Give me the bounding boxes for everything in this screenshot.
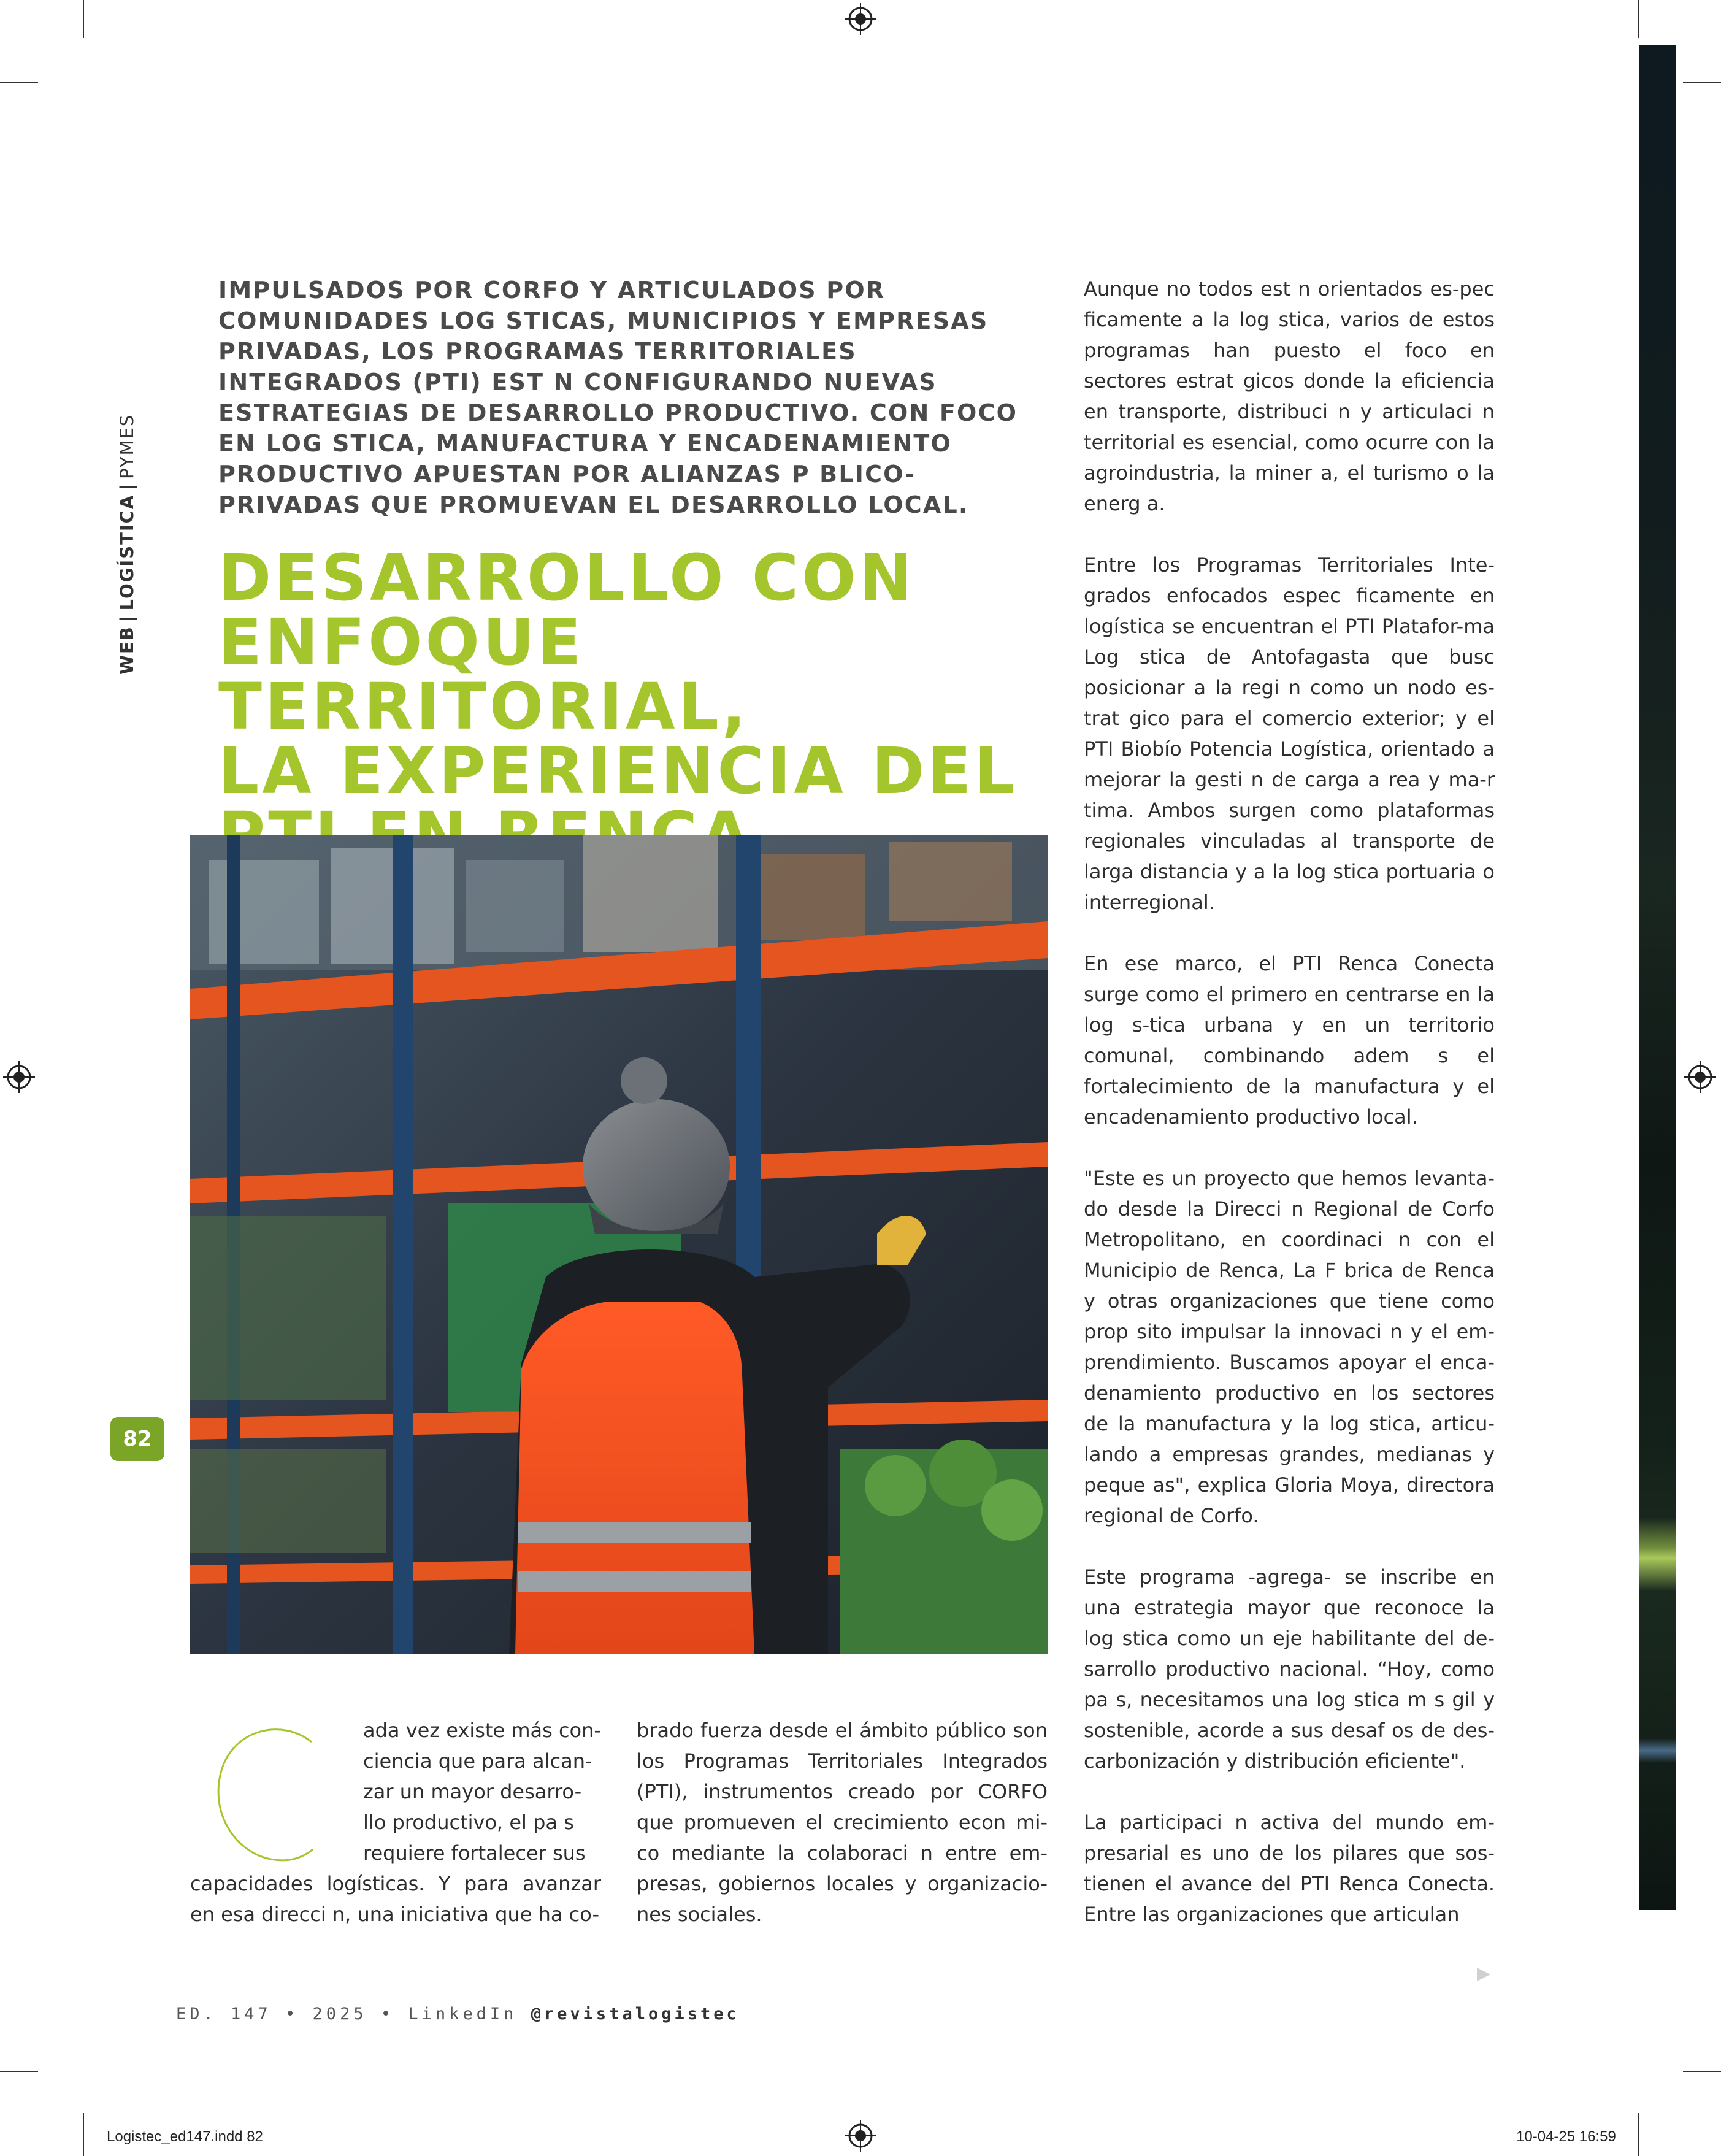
footer-edition: ED. 147 • 2025 • LinkedIn xyxy=(176,2004,518,2024)
crop-mark xyxy=(83,2113,84,2156)
crop-mark xyxy=(0,82,38,83)
print-slug-stamp: 10-04-25 16:59 xyxy=(1516,2128,1616,2145)
body-paragraph: brado fuerza desde el ámbito público son los Programas Territoriales Integrados (PTI), instrumentos creado por CORFO que promueven el crecimiento econ mi-co mediante la colaboraci n entre em-presas, gobiernos locales y organizacio-nes sociales. xyxy=(637,1719,1048,1926)
body-paragraph: Entre los Programas Territoriales Inte-grados enfocados espec ficamente en logística se encuentran el PTI Platafor-ma Log stica de Antofagasta que busc posicionar a la regi n como un nodo es-trat gico para el comercio exterior; y el PTI Biobío Potencia Logística, orientado a mejorar la gesti n de carga a rea y ma-r tima. Ambos surgen como plataformas regionales vinculadas al transporte de larga distancia y a la log stica portuaria o interregional. xyxy=(1084,553,1495,914)
body-line: ada vez existe más con- xyxy=(363,1719,601,1742)
body-line: zar un mayor desarro- xyxy=(363,1780,582,1803)
crop-mark xyxy=(83,0,84,38)
hero-photo-warehouse-worker xyxy=(190,835,1048,1654)
title-line: ENFOQUE TERRITORIAL, xyxy=(218,605,749,744)
title-line: LA EXPERIENCIA DEL xyxy=(218,734,1018,808)
section-label-logistica: LOGÍSTICA xyxy=(117,494,137,611)
section-label-pymes: PYMES xyxy=(117,413,137,480)
section-separator: | xyxy=(117,614,137,623)
article-title xyxy=(218,540,1052,868)
body-column-left xyxy=(190,1715,601,1930)
page-footer xyxy=(176,2004,740,2024)
section-label xyxy=(110,413,144,675)
crop-mark xyxy=(1683,2071,1721,2072)
continue-arrow-icon xyxy=(1474,1965,1493,1984)
body-line: requiere fortalecer sus xyxy=(363,1841,586,1865)
body-paragraph: En ese marco, el PTI Renca Conecta surge como el primero en centrarse en la log s-tica urbana y en un territorio comunal, combinando adem s el fortalecimiento de la manufactura y el encadenamiento productivo local. xyxy=(1084,952,1495,1129)
body-line: ciencia que para alcan- xyxy=(363,1749,592,1773)
crop-mark xyxy=(1638,0,1639,38)
body-paragraph: Aunque no todos est n orientados es-pec ficamente a la log stica, varios de estos programas han puesto el foco en sectores estrat gicos donde la eficiencia en transporte, distribuci n y articulaci n territorial es esencial, como ocurre con la agroindustria, la miner a, el turismo o la energ a. xyxy=(1084,277,1495,515)
next-page-image-strip xyxy=(1639,45,1676,1910)
registration-mark-icon xyxy=(1684,1061,1716,1093)
section-label-web: WEB xyxy=(117,626,137,675)
body-paragraph: Este programa -agrega- se inscribe en una estrategia mayor que reconoce la log stica como un eje habilitante del de-sarrollo productivo nacional. “Hoy, como pa s, necesitamos una log stica m s gil y sostenible, acorde a sus desaf os de des-carbonización y distribución eficiente". xyxy=(1084,1565,1495,1773)
lead-paragraph: IMPULSADOS POR CORFO Y ARTICULADOS POR COMUNIDADES LOG STICAS, MUNICIPIOS Y EMPRESAS PRIVADAS, LOS PROGRAMAS TERRITORIALES INTEGRADOS (PTI) EST N CONFIGURANDO NUEVAS ESTRATEGIAS DE DESARROLLO PRODUCTIVO. CON FOCO EN LOG STICA, MANUFACTURA Y ENCADENAMIENTO PRODUCTIVO APUESTAN POR ALIANZAS P BLICO-PRIVADAS QUE PROMUEVAN EL DESARROLLO LOCAL. xyxy=(218,277,1018,518)
footer-handle: @revistalogistec xyxy=(531,2004,740,2024)
body-line: llo productivo, el pa s xyxy=(363,1811,574,1834)
registration-mark-icon xyxy=(3,1061,35,1093)
page-number-badge: 82 xyxy=(110,1417,164,1461)
title-line: DESARROLLO CON xyxy=(218,540,916,615)
warehouse-illustration xyxy=(190,835,1048,1654)
section-separator: | xyxy=(117,483,137,491)
registration-mark-icon xyxy=(845,3,876,35)
body-paragraph: "Este es un proyecto que hemos levanta-do desde la Direcci n Regional de Corfo Metropolitano, en coordinaci n con el Municipio de Renca, La F brica de Renca y otras organizaciones que tiene como prop sito impulsar la innovaci n y el em-prendimiento. Buscamos apoyar el enca-denamiento productivo en los sectores de la manufactura y la log stica, articu-lando a empresas grandes, medianas y peque as", explica Gloria Moya, directora regional de Corfo. xyxy=(1084,1167,1495,1527)
print-slug-file: Logistec_ed147.indd 82 xyxy=(107,2128,263,2145)
registration-mark-icon xyxy=(845,2120,876,2152)
crop-mark xyxy=(1683,82,1721,83)
body-paragraph: La participaci n activa del mundo em-presarial es uno de los pilares que sos-tienen el avance del PTI Renca Conecta. Entre las organizaciones que articulan xyxy=(1084,1811,1495,1926)
body-paragraph: capacidades logísticas. Y para avanzar en esa direcci n, una iniciativa que ha co- xyxy=(190,1872,601,1926)
crop-mark xyxy=(1638,2113,1639,2156)
crop-mark xyxy=(0,2071,38,2072)
body-column-middle xyxy=(637,1715,1048,1960)
body-column-right xyxy=(1084,274,1495,1960)
